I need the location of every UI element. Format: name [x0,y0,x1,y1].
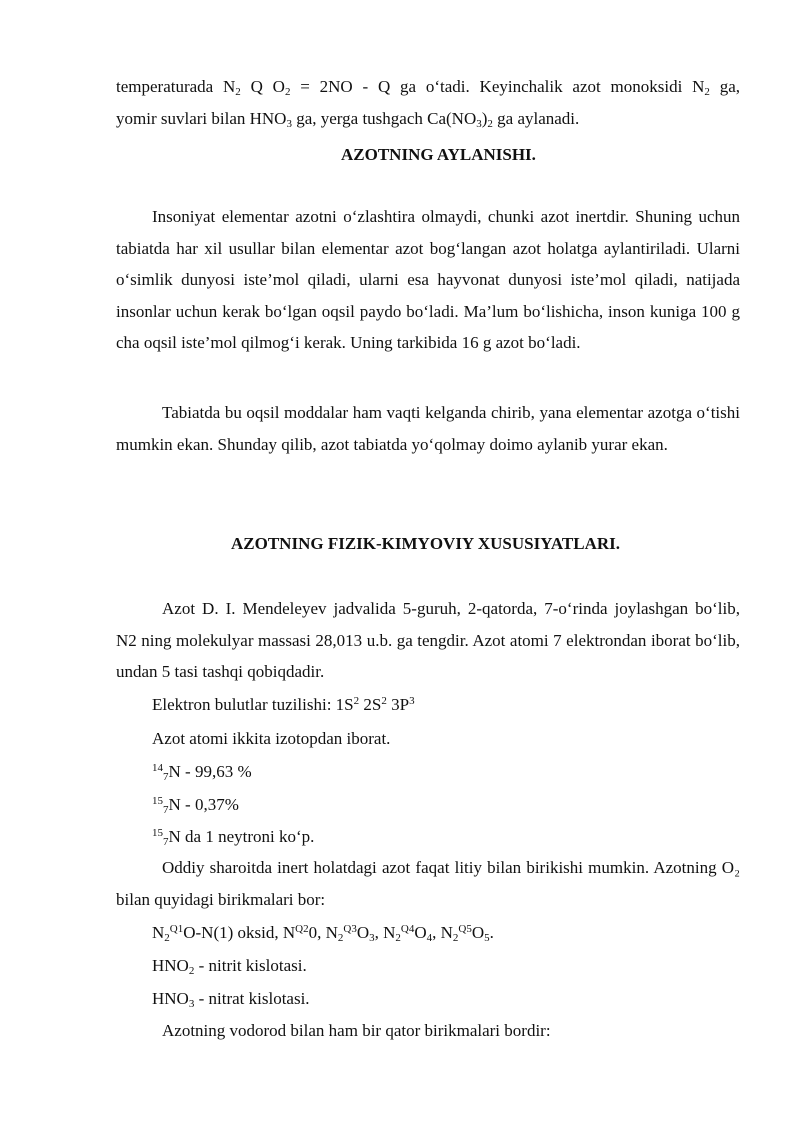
heading-fizik-kimyoviy: AZOTNING FIZIK-KIMYOVIY XUSUSIYATLARI. [231,534,621,553]
paragraph-4-text: Oddiy sharoitda inert holatdagi azot faqat litiy bilan birikishi mumkin. Azotning O₂ bilan quyidagi birikmalari bor: [116,858,740,909]
isotope-n15: $^{15}_7$N - 0,37% [152,795,239,816]
electron-configuration: Elektron bulutlar tuzilishi: $1S^2$ $2S^2$ $3P^3$ [152,695,415,714]
hno2-line: $HNO_2$ - nitrit kislotasi. [152,956,307,977]
heading-azot-aylanishi: AZOTNING AYLANISHI. [341,145,536,164]
paragraph-3-text: Azot D. I. Mendeleyev jadvalida 5-guruh, 2-qatorda, 7-o‘rinda joylashgan bo‘lib, N2 ning molekulyar massasi 28,013 u.b. ga tengdir. Azot atomi 7 elektrondan iborat bo‘lib, undan 5 tasi tashqi qobiqdadir. [116,599,740,681]
paragraph-1 [116,201,740,359]
paragraph-3 [116,593,740,688]
last-line: Azotning vodorod bilan ham bir qator birikmalari bordir: [162,1021,551,1040]
hno3-line: $HNO_3$ - nitrat kislotasi. [152,989,310,1010]
paragraph-4 [116,852,740,915]
paragraph-1-text: Insoniyat elementar azotni o‘zlashtira olmaydi, chunki azot inertdir. Shuning uchun tabiatda har xil usullar bilan elementar azot bog‘langan azot holatga aylantiriladi. Ularni o‘simlik dunyosi iste’mol qiladi, ularni esa hayvonat dunyosi iste’mol qiladi, natijada insonlar uchun kerak bo‘lgan oqsil paydo bo‘ladi. Ma’lum bo‘lishicha, inson kuniga 100 g cha oqsil iste’mol qilmog‘i kerak. Uning tarkibida 16 g azot bo‘ladi. [116,207,740,352]
intro-line-1: temperaturada $N_2$ Q $O_2 = 2NO - Q$ ga o‘tadi. Keyinchalik azot monoksidi $N_2$ ga, [116,77,740,98]
isotope-intro: Azot atomi ikkita izotopdan iborat. [152,729,391,748]
isotope-n15-note: $^{15}_7$N da 1 neytroni ko‘p. [152,827,315,848]
intro-paragraph [116,71,740,134]
isotope-n14: $^{14}_7$N - 99,63 % [152,762,252,783]
oxides-line: $N_2^{Q1}O-N(1)$ oksid, $N^{Q2}0$, $N_2^{Q3}O_3$, $N_2^{Q4}O_4$, $N_2^{Q5}O_5$. [152,923,494,944]
paragraph-2-text: Tabiatda bu oqsil moddalar ham vaqti kelganda chirib, yana elementar azotga o‘tishi mumkin ekan. Shunday qilib, azot tabiatda yo‘qolmay doimo aylanib yurar ekan. [116,403,740,454]
intro-line-2: yomir suvlari bilan $HNO_3$ ga, yerga tushgach $Ca(NO_3)_2$ ga aylanadi. [116,108,580,130]
paragraph-2 [116,397,740,460]
